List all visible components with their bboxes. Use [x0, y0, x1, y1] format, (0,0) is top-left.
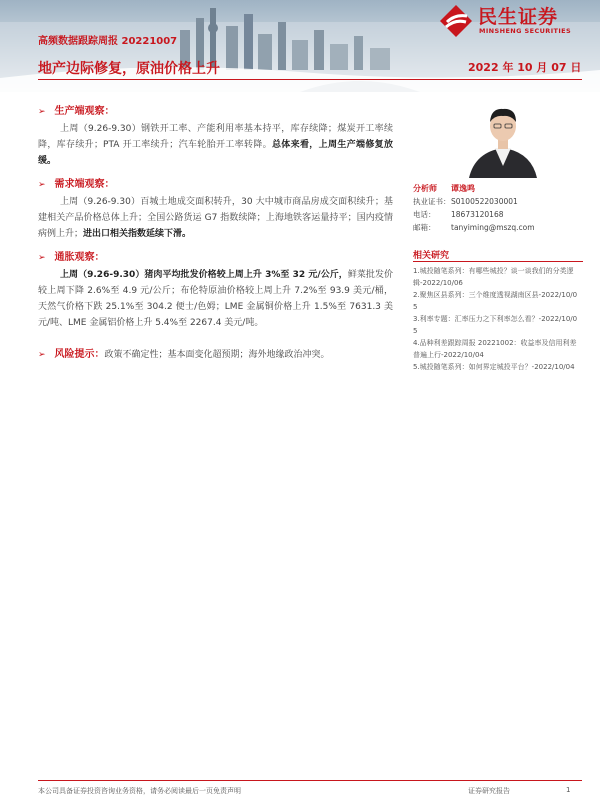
footer-disclaimer: 本公司具备证券投资咨询业务资格，请务必阅读最后一页免责声明 [38, 787, 241, 795]
related-item[interactable]: 5.城投随笔系列：如何界定城投平台？-2022/10/04 [413, 363, 575, 371]
analyst-email-link[interactable]: tanyiming@mszq.com [451, 223, 535, 232]
related-item[interactable]: 1.城投随笔系列：有哪些城投？谈一谈我们的分类逻辑-2022/10/06 [413, 267, 574, 287]
minsheng-logo-icon [437, 2, 475, 40]
analyst-phone-row: 电话： 18673120168 [413, 210, 504, 219]
footer-divider [38, 780, 582, 781]
footer-doc-type: 证券研究报告 [468, 787, 510, 795]
logo-chinese-name: 民生证券 [478, 6, 559, 28]
report-type: 高频数据跟踪周报 20221007 [38, 36, 178, 47]
related-research-list [413, 265, 581, 373]
analyst-license-row: 执业证书：S0100522030001 [413, 197, 518, 206]
arrow-bullet-icon: ➢ [38, 180, 46, 190]
report-date: 2022 年 10 月 07 日 [468, 61, 582, 74]
analyst-name: 谭逸鸣 [451, 184, 475, 193]
section-production [38, 104, 393, 169]
arrow-bullet-icon: ➢ [38, 253, 46, 263]
section-title: ➢ 需求端观察： [38, 179, 115, 190]
related-research-title: 相关研究 [413, 251, 450, 261]
related-divider [413, 261, 583, 262]
section-paragraph: 上周（9.26-9.30）钢铁开工率、产能利用率基本持平，库存续降；煤炭开工率续降，库存续升；PTA 开工率续升；汽车轮胎开工率转降。总体来看，上周生产端修复放缓。 [38, 124, 393, 166]
header-divider [38, 79, 582, 80]
report-title: 地产边际修复，原油价格上升 [38, 61, 220, 77]
section-paragraph: 上周（9.26-9.30）百城土地成交面积转升，30 大中城市商品房成交面积续升；基建相关产品价格总体上升；全国公路货运 G7 指数续降；上海地铁客运量持平；国内疫情病例上升；进出口相关指数延续下滑。 [38, 197, 393, 239]
arrow-bullet-icon: ➢ [38, 350, 46, 360]
section-title: ➢ 通胀观察： [38, 252, 105, 263]
arrow-bullet-icon: ➢ [38, 107, 46, 117]
section-risk [38, 347, 393, 362]
page-number: 1 [566, 786, 571, 794]
analyst-photo [455, 96, 551, 178]
section-paragraph: 上周（9.26-9.30）猪肉平均批发价格较上周上升 3%至 32 元/公斤，鲜菜批发价较上周下降 2.6%至 4.9 元/公斤；布伦特原油价格较上周上升 7.2%至 93.9 美元/桶，天然气价格下跌 25.1%至 304.2 便士/色姆；LME 金属铜价格上升 1.5%至 7631.3 美元/吨、LME 金属铝价格上升 5.4%至 2267.4 美元/吨。 [38, 270, 393, 328]
section-title: ➢ 生产端观察： [38, 106, 115, 117]
minsheng-logo [437, 2, 587, 40]
related-item[interactable]: 4.品种利差跟踪周报 20221002：收益率及信用利差普遍上行-2022/10/04 [413, 339, 577, 359]
logo-english-name: MINSHENG SECURITIES [479, 27, 572, 35]
analyst-info [413, 182, 583, 234]
section-inflation [38, 250, 393, 331]
analyst-email-row[interactable]: 邮箱： tanyiming@mszq.com [413, 223, 535, 232]
related-item[interactable]: 3.利率专题：汇率压力之下利率怎么看？-2022/10/05 [413, 315, 578, 335]
main-content [38, 98, 393, 362]
section-demand [38, 177, 393, 242]
section-title: ➢ 风险提示：政策不确定性；基本面变化超预期；海外地缘政治冲突。 [38, 349, 330, 360]
related-item[interactable]: 2.聚焦区县系列：三个维度透视湖南区县-2022/10/05 [413, 291, 578, 311]
analyst-name-row: 分析师 谭逸鸣 [413, 184, 475, 193]
